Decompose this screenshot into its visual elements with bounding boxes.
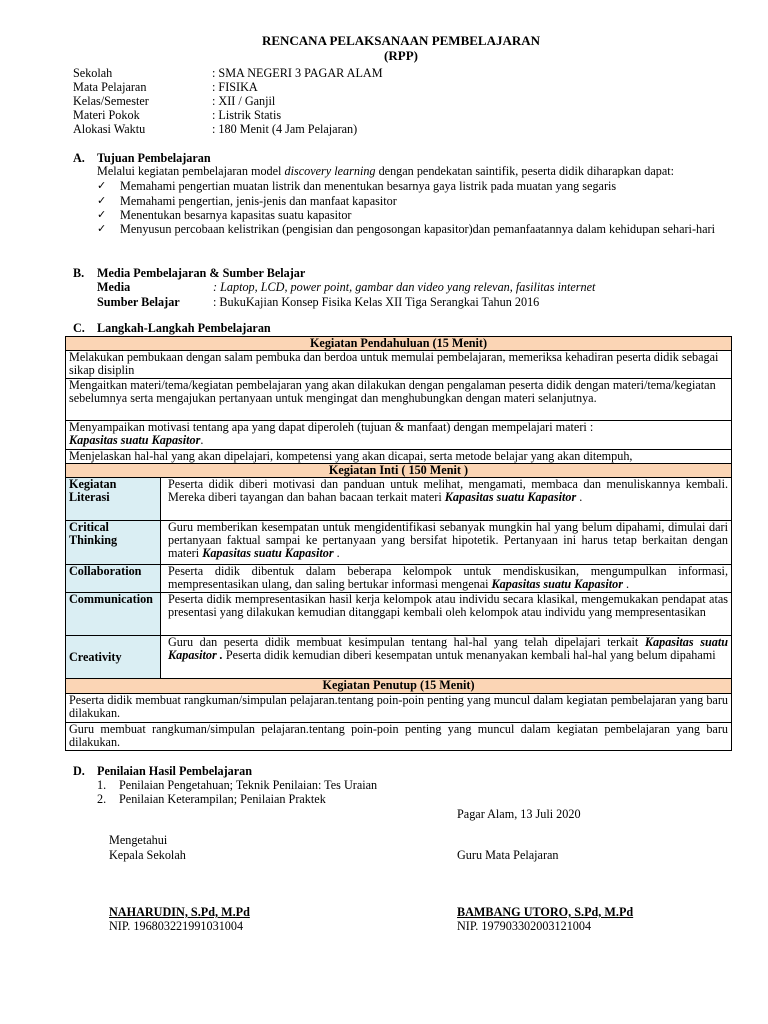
identity-label: Alokasi Waktu bbox=[73, 122, 146, 136]
objective-text: Memahami pengertian, jenis-jenis dan manfaat kapasitor bbox=[120, 194, 397, 208]
desc-text: Guru memberikan kesempatan untuk mengidentifikasi sebanyak mungkin hal yang belum dipahami, dimulai dari pertanyaan faktual sampai ke pertanyaan yang bersifat hipotetik. Pertanyaan ini harus tetap berkaitan dengan materi bbox=[168, 520, 728, 560]
section-b-heading bbox=[73, 266, 305, 280]
desc-emphasis: Kapasitas suatu Kapasitor bbox=[491, 577, 623, 591]
identity-value: : Listrik Statis bbox=[212, 108, 282, 122]
desc-end: Peserta didik kemudian diberi kesempatan untuk menanyakan kembali hal-hal yang belum dipahami bbox=[222, 648, 716, 662]
identity-row bbox=[73, 94, 383, 108]
identity-row bbox=[73, 108, 383, 122]
identity-label: Kelas/Semester bbox=[73, 94, 149, 108]
activity-label: Collaboration bbox=[66, 565, 161, 593]
place-date: Pagar Alam, 13 Juli 2020 bbox=[457, 807, 581, 821]
row-text: Menyampaikan motivasi tentang apa yang dapat diperoleh (tujuan & manfaat) dengan mempelajari materi : bbox=[69, 420, 594, 434]
desc-emphasis: Kapasitas suatu Kapasitor . bbox=[168, 635, 728, 662]
list-item bbox=[97, 792, 326, 806]
identity-label: Materi Pokok bbox=[73, 108, 140, 122]
activity-description bbox=[161, 636, 732, 679]
table-section-header: Kegiatan Penutup (15 Menit) bbox=[66, 679, 732, 694]
activity-label: Critical Thinking bbox=[66, 521, 161, 565]
media-value: : Laptop, LCD, power point, gambar dan video yang relevan, fasilitas internet bbox=[213, 280, 596, 294]
section-d-heading bbox=[73, 764, 252, 778]
row-text-end: . bbox=[200, 433, 204, 447]
principal-nip: NIP. 196803221991031004 bbox=[109, 919, 244, 933]
checkmark-icon: ✓ bbox=[97, 222, 107, 235]
intro-text: Melalui kegiatan pembelajaran model bbox=[97, 164, 285, 178]
list-item bbox=[97, 778, 377, 792]
desc-end: . bbox=[622, 577, 630, 591]
identity-block bbox=[73, 66, 383, 136]
section-letter: A. bbox=[73, 151, 85, 165]
identity-label: Sekolah bbox=[73, 66, 113, 80]
objective-text: Menentukan besarnya kapasitas suatu kapasitor bbox=[120, 208, 352, 222]
activity-description bbox=[161, 521, 732, 565]
item-text: Penilaian Pengetahuan; Teknik Penilaian: Tes Uraian bbox=[119, 778, 378, 792]
activity-label: Creativity bbox=[66, 636, 161, 679]
section-c-heading bbox=[73, 321, 271, 335]
desc-text: Peserta didik dibentuk dalam beberapa kelompok untuk mendiskusikan, mengumpulkan informasi, mempresentasikan ulang, dan saling bertukar informasi mengenai bbox=[168, 564, 728, 591]
desc-emphasis: Kapasitas suatu Kapasitor bbox=[444, 490, 577, 504]
learning-steps-table bbox=[65, 336, 732, 751]
activity-description bbox=[161, 478, 732, 521]
section-title: Penilaian Hasil Pembelajaran bbox=[97, 764, 253, 778]
table-row bbox=[66, 421, 732, 450]
source-row bbox=[97, 295, 539, 309]
teacher-nip: NIP. 197903302003121004 bbox=[457, 919, 592, 933]
list-item bbox=[97, 194, 720, 208]
section-letter: B. bbox=[73, 266, 85, 280]
intro-emphasis: discovery learning bbox=[284, 164, 376, 178]
media-label: Media bbox=[97, 280, 131, 294]
item-number: 1. bbox=[97, 778, 107, 792]
section-title: Tujuan Pembelajaran bbox=[97, 151, 211, 165]
list-item bbox=[97, 208, 720, 222]
row-emphasis: Kapasitas suatu Kapasitor bbox=[69, 433, 201, 447]
list-item bbox=[97, 222, 730, 236]
intro-text-end: dengan pendekatan saintifik, peserta didik diharapkan dapat: bbox=[375, 164, 675, 178]
item-number: 2. bbox=[97, 792, 107, 806]
table-row: Guru membuat rangkuman/simpulan pelajaran.tentang poin-poin penting yang muncul dalam kegiatan pembelajaran yang baru dilakukan. bbox=[66, 723, 732, 751]
item-text: Penilaian Keterampilan; Penilaian Praktek bbox=[119, 792, 326, 806]
teacher-title: Guru Mata Pelajaran bbox=[457, 848, 559, 862]
activity-label: Communication bbox=[66, 593, 161, 636]
table-row: Menjelaskan hal-hal yang akan dipelajari, kompetensi yang akan dicapai, serta metode belajar yang akan ditempuh, bbox=[66, 450, 732, 464]
desc-text: Peserta didik mempresentasikan hasil kerja kelompok atau individu secara klasikal, mengemukakan pendapat atas presentasi yang dilakukan kemudian ditanggapi kembali oleh kelompok atau individu yang mempresentasikan bbox=[168, 592, 728, 619]
desc-emphasis: Kapasitas suatu Kapasitor bbox=[202, 546, 334, 560]
list-item bbox=[97, 179, 720, 193]
identity-row bbox=[73, 122, 383, 136]
desc-text: Guru dan peserta didik membuat kesimpulan tentang hal-hal yang telah dipelajari terkait bbox=[168, 635, 645, 649]
identity-row bbox=[73, 80, 383, 94]
acknowledged-label: Mengetahui bbox=[109, 833, 168, 847]
section-a-intro bbox=[97, 164, 737, 178]
activity-description bbox=[161, 593, 732, 636]
identity-value: : 180 Menit (4 Jam Pelajaran) bbox=[212, 122, 358, 136]
table-row: Mengaitkan materi/tema/kegiatan pembelajaran yang akan dilakukan dengan pengalaman peserta didik dengan materi/tema/kegiatan sebelumnya serta mengajukan pertanyaan untuk mengingat dan menghubungkan dengan materi selanjutnya. bbox=[66, 379, 732, 421]
objective-text: Memahami pengertian muatan listrik dan menentukan besarnya gaya listrik pada muatan yang segaris bbox=[120, 179, 617, 193]
checkmark-icon: ✓ bbox=[97, 208, 107, 221]
table-section-header: Kegiatan Pendahuluan (15 Menit) bbox=[66, 337, 732, 351]
table-row: Melakukan pembukaan dengan salam pembuka dan berdoa untuk memulai pembelajaran, memeriksa kehadiran peserta didik sebagai sikap disiplin bbox=[66, 351, 732, 379]
table-section-header: Kegiatan Inti ( 150 Menit ) bbox=[66, 464, 732, 478]
activity-description bbox=[161, 565, 732, 593]
identity-label: Mata Pelajaran bbox=[73, 80, 147, 94]
section-title: Langkah-Langkah Pembelajaran bbox=[97, 321, 271, 335]
desc-end: . bbox=[576, 490, 583, 504]
section-letter: C. bbox=[73, 321, 85, 335]
objective-text: Menyusun percobaan kelistrikan (pengisian dan pengosongan kapasitor)dan pemanfaatannya dalam kehidupan sehari-hari bbox=[120, 222, 715, 236]
checkmark-icon: ✓ bbox=[97, 194, 107, 207]
media-row bbox=[97, 280, 595, 294]
principal-title: Kepala Sekolah bbox=[109, 848, 186, 862]
section-a-heading bbox=[73, 151, 211, 165]
teacher-name: BAMBANG UTORO, S.Pd, M.Pd bbox=[457, 905, 634, 919]
document-subtitle: (RPP) bbox=[384, 48, 418, 63]
identity-value: : XII / Ganjil bbox=[212, 94, 276, 108]
section-letter: D. bbox=[73, 764, 85, 778]
identity-value: : FISIKA bbox=[212, 80, 258, 94]
table-row: Peserta didik membuat rangkuman/simpulan pelajaran.tentang poin-poin penting yang muncul dalam kegiatan pembelajaran yang baru dilakukan. bbox=[66, 694, 732, 723]
source-value: : BukuKajian Konsep Fisika Kelas XII Tiga Serangkai Tahun 2016 bbox=[213, 295, 540, 309]
checkmark-icon: ✓ bbox=[97, 179, 107, 192]
source-label: Sumber Belajar bbox=[97, 295, 180, 309]
identity-row bbox=[73, 66, 383, 80]
section-title: Media Pembelajaran & Sumber Belajar bbox=[97, 266, 306, 280]
desc-text: Peserta didik diberi motivasi dan panduan untuk melihat, mengamati, membaca dan menuliskannya kembali. Mereka diberi tayangan dan bahan bacaan terkait materi bbox=[168, 477, 728, 504]
activity-label: Kegiatan Literasi bbox=[66, 478, 161, 521]
identity-value: : SMA NEGERI 3 PAGAR ALAM bbox=[212, 66, 383, 80]
document-title: RENCANA PELAKSANAAN PEMBELAJARAN bbox=[261, 33, 541, 48]
principal-name: NAHARUDIN, S.Pd, M.Pd bbox=[109, 905, 250, 919]
desc-end: . bbox=[333, 546, 340, 560]
